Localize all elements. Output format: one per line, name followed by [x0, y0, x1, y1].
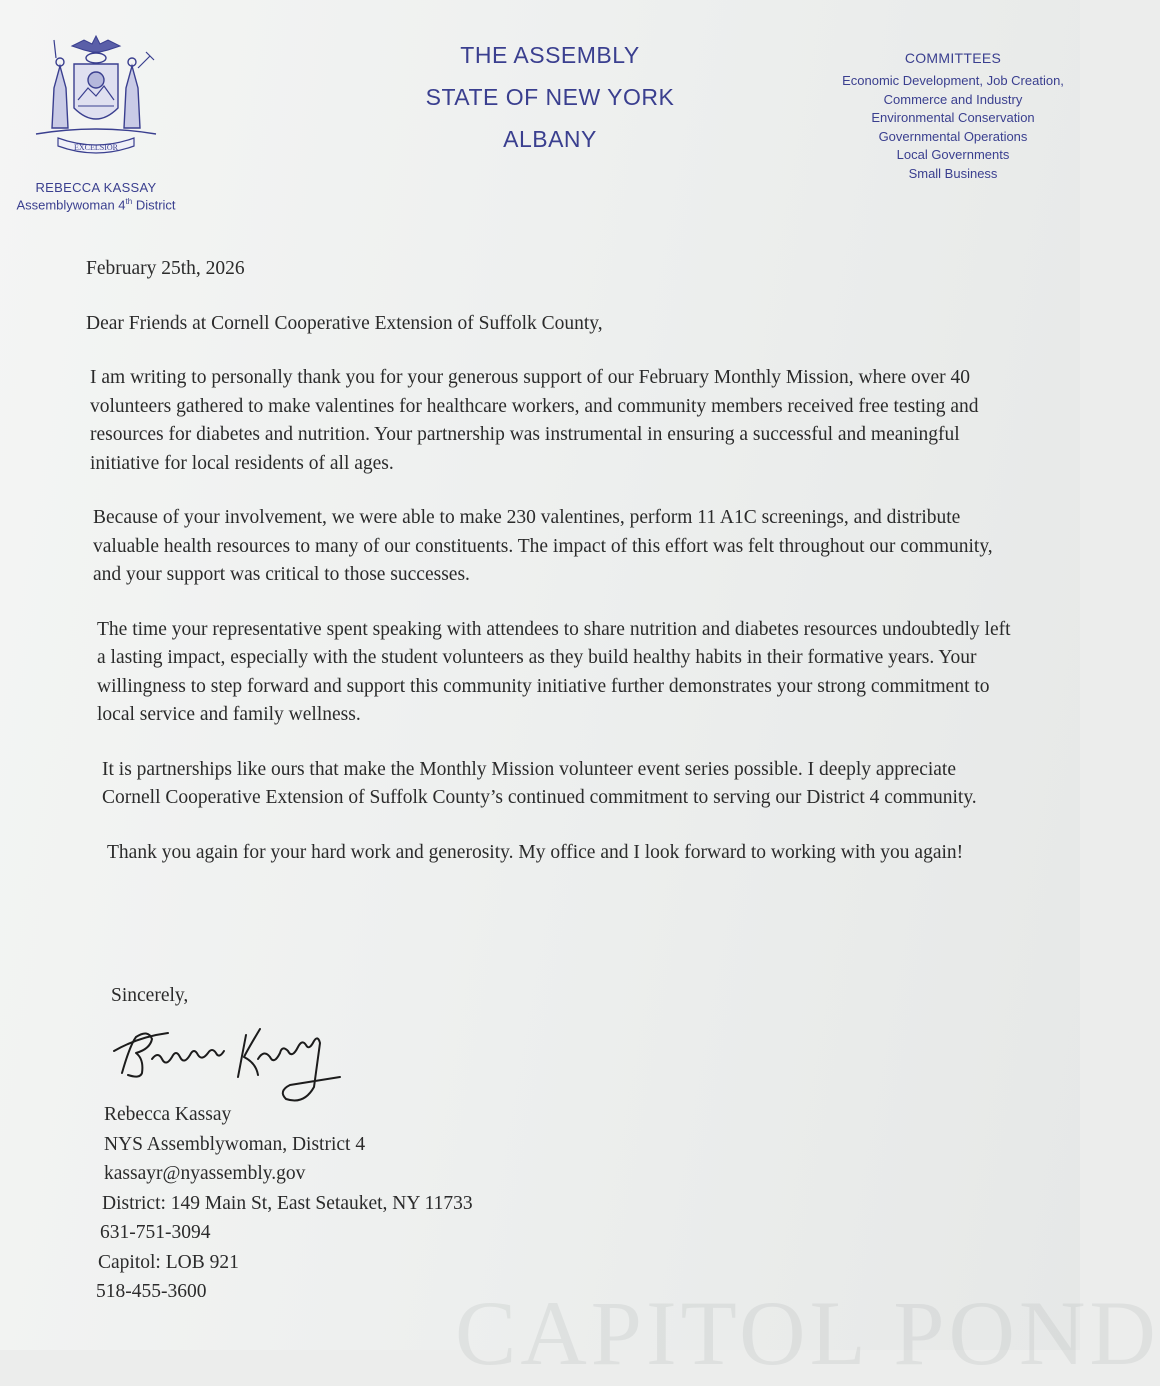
body-paragraph: Because of your involvement, we were able to make 230 valentines, perform 11 A1C screenings, and distribute valuable health resources to many of our constituents. The impact of this effort was felt throughout our community, and your support was critical to those successes.	[93, 507, 993, 585]
seal-motto: EXCELSIOR	[74, 143, 118, 152]
capitol-phone: 518-455-3600	[96, 1281, 207, 1302]
body-paragraph: Thank you again for your hard work and generosity. My office and I look forward to working with you again!	[107, 841, 964, 863]
signer-name: Rebecca Kassay	[104, 1104, 232, 1125]
nys-seal-icon	[22, 28, 170, 168]
district-phone: 631-751-3094	[100, 1222, 211, 1243]
handwritten-signature	[108, 1015, 353, 1110]
assembly-line: THE ASSEMBLY	[460, 42, 640, 68]
capitol-office: Capitol: LOB 921	[98, 1251, 239, 1273]
assembly-line: ALBANY	[503, 126, 597, 152]
committee-item: Small Business	[908, 165, 998, 181]
member-title: Assemblywoman 4th District	[16, 197, 176, 213]
signature-block	[96, 1100, 473, 1307]
assembly-heading	[370, 38, 730, 164]
committees-list	[828, 50, 1078, 183]
committee-item: Economic Development, Job Creation,	[842, 73, 1064, 88]
committees-heading: COMMITTEES	[904, 50, 1002, 66]
letter-body	[86, 255, 1016, 893]
district-address: District: 149 Main St, East Setauket, NY 11733	[102, 1192, 473, 1214]
signer-title: NYS Assemblywoman, District 4	[104, 1133, 366, 1155]
capitol-watermark: CAPITOL POND	[455, 1282, 1160, 1384]
committee-item: Environmental Conservation	[871, 110, 1035, 125]
signer-email: kassayr@nyassembly.gov	[104, 1163, 306, 1184]
letter-date: February 25th, 2026	[86, 258, 245, 279]
salutation: Dear Friends at Cornell Cooperative Extension of Suffolk County,	[86, 312, 603, 334]
committee-item: Commerce and Industry	[883, 91, 1023, 107]
committee-item: Governmental Operations	[878, 128, 1028, 144]
member-name: REBECCA KASSAY	[35, 180, 157, 195]
closing: Sincerely,	[111, 985, 189, 1006]
committee-item: Local Governments	[896, 147, 1010, 162]
body-paragraph: It is partnerships like ours that make the Monthly Mission volunteer event series possible. I deeply appreciate Cornell Cooperative Extension of Suffolk County’s continued commitment to serving our District 4 community.	[102, 758, 977, 808]
body-paragraph: The time your representative spent speaking with attendees to share nutrition and diabetes resources undoubtedly left a lasting impact, especially with the student volunteers as they build healthy habits in their formative years. Your willingness to step forward and support this community initiative further demonstrates your strong commitment to local service and family wellness.	[97, 618, 1011, 725]
assembly-line: STATE OF NEW YORK	[425, 84, 675, 110]
body-paragraph: I am writing to personally thank you for your generous support of our February Monthly Mission, where over 40 volunteers gathered to make valentines for healthcare workers, and community members received free testing and resources for diabetes and nutrition. Your partnership was instrumental in ensuring a successful and meaningful initiative for local residents of all ages.	[90, 367, 979, 474]
